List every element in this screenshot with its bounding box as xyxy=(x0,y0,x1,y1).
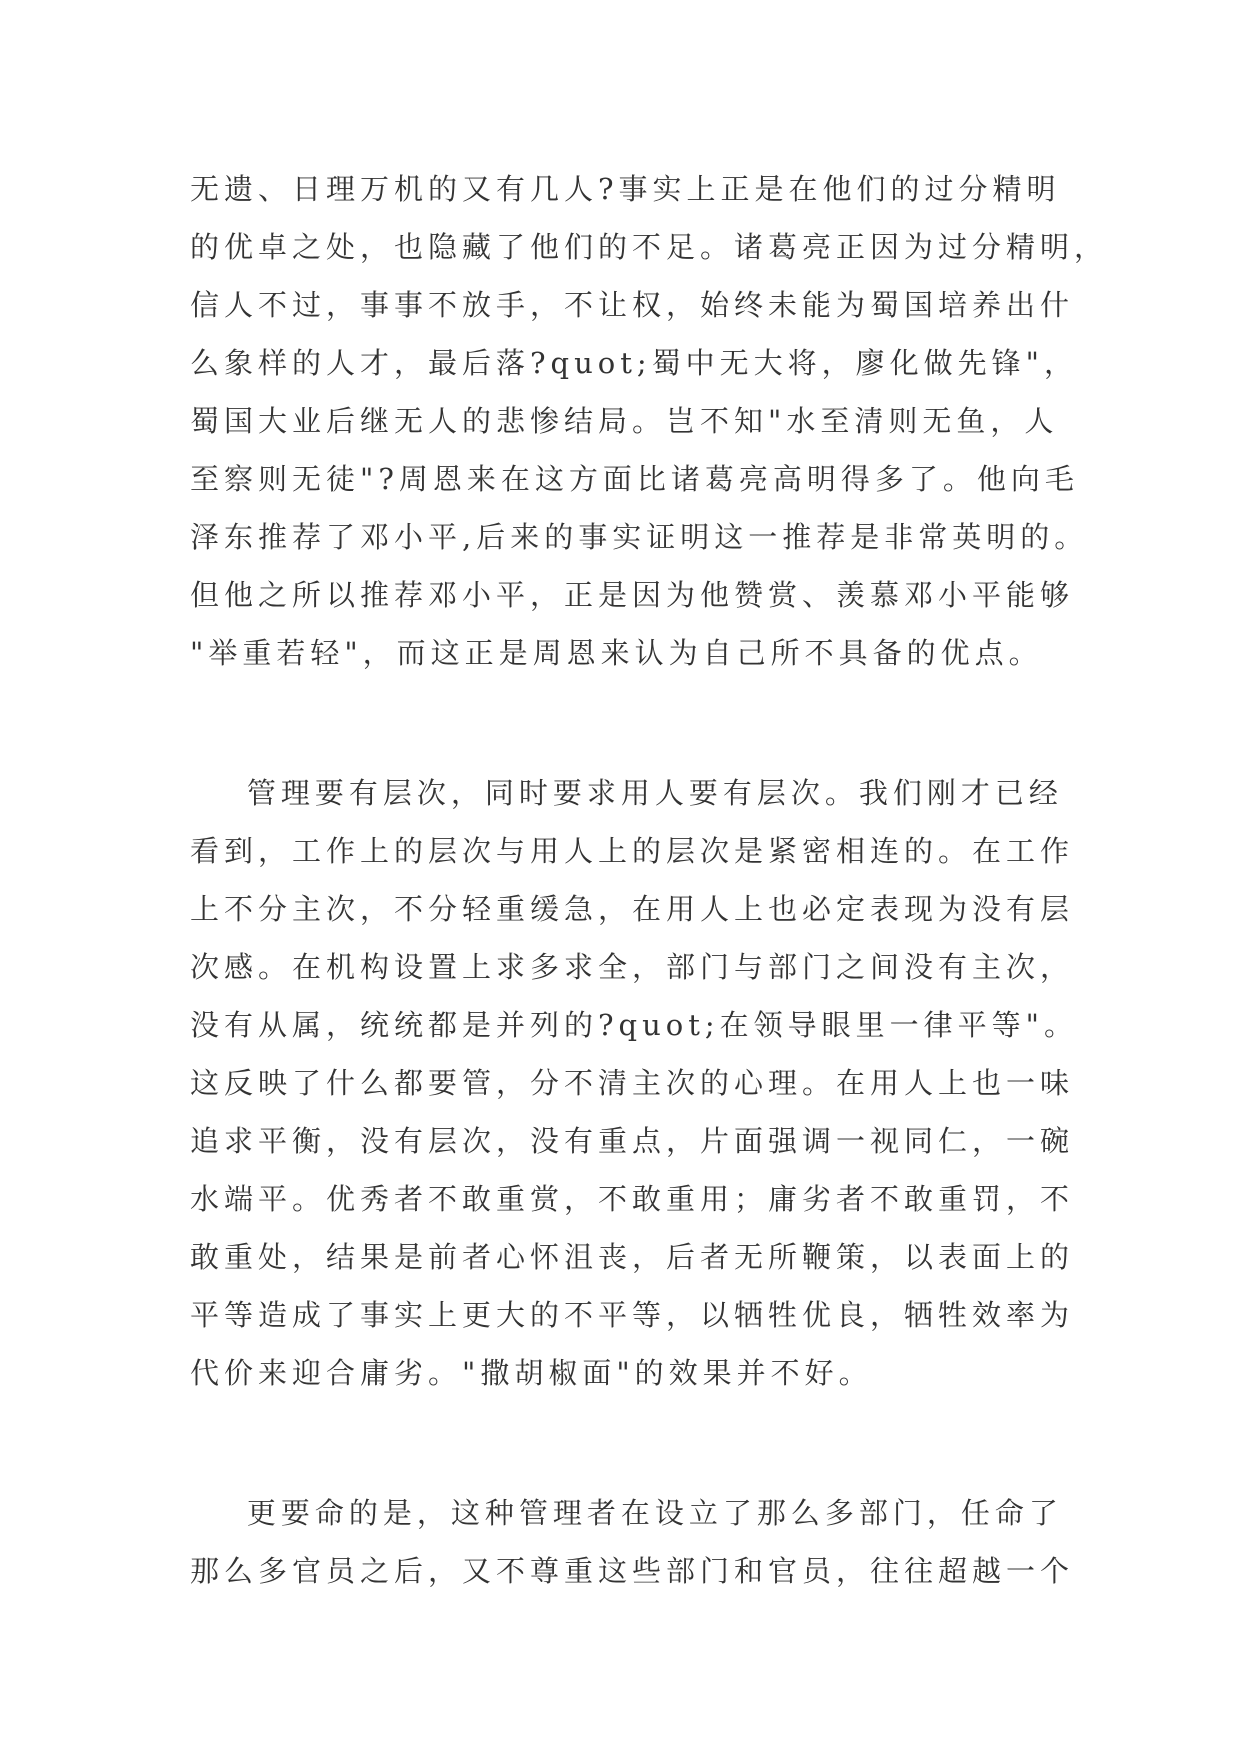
text-line: 追求平衡，没有层次，没有重点，片面强调一视同仁，一碗 xyxy=(190,1124,1075,1158)
text-line: 么象样的人才，最后落?quot;蜀中无大将，廖化做先锋"， xyxy=(190,346,1079,380)
text-line: 管理要有层次，同时要求用人要有层次。我们刚才已经 xyxy=(190,776,1063,810)
text-line: 信人不过，事事不放手，不让权，始终未能为蜀国培养出什 xyxy=(190,288,1075,322)
text-line: 更要命的是，这种管理者在设立了那么多部门，任命了 xyxy=(190,1496,1063,1530)
paragraph-3 xyxy=(190,1484,1075,1600)
text-line: 平等造成了事实上更大的不平等，以牺牲优良，牺牲效率为 xyxy=(190,1298,1075,1332)
text-line: 没有从属，统统都是并列的?quot;在领导眼里一律平等"。 xyxy=(190,1008,1079,1042)
text-line: 这反映了什么都要管，分不清主次的心理。在用人上也一味 xyxy=(190,1066,1075,1100)
paragraph-2 xyxy=(190,764,1079,1402)
text-line: "举重若轻"，而这正是周恩来认为自己所不具备的优点。 xyxy=(190,636,1043,670)
text-line: 的优卓之处，也隐藏了他们的不足。诸葛亮正因为过分精明， xyxy=(190,230,1109,264)
text-line: 代价来迎合庸劣。"撒胡椒面"的效果并不好。 xyxy=(190,1356,873,1390)
text-line: 但他之所以推荐邓小平，正是因为他赞赏、羡慕邓小平能够 xyxy=(190,578,1075,612)
text-line: 次感。在机构设置上求多求全，部门与部门之间没有主次， xyxy=(190,950,1075,984)
document-body xyxy=(190,160,1109,1600)
text-line: 泽东推荐了邓小平,后来的事实证明这一推荐是非常英明的。 xyxy=(190,520,1089,554)
text-line: 看到，工作上的层次与用人上的层次是紧密相连的。在工作 xyxy=(190,834,1075,868)
text-line: 蜀国大业后继无人的悲惨结局。岂不知"水至清则无鱼，人 xyxy=(190,404,1059,438)
text-line: 水端平。优秀者不敢重赏，不敢重用；庸劣者不敢重罚，不 xyxy=(190,1182,1075,1216)
text-line: 那么多官员之后，又不尊重这些部门和官员，往往超越一个 xyxy=(190,1554,1075,1588)
text-line: 至察则无徒"?周恩来在这方面比诸葛亮高明得多了。他向毛 xyxy=(190,462,1079,496)
paragraph-gap xyxy=(190,1402,1070,1484)
paragraph-gap xyxy=(190,682,1070,764)
text-line: 无遗、日理万机的又有几人?事实上正是在他们的过分精明 xyxy=(190,172,1061,206)
text-line: 敢重处，结果是前者心怀沮丧，后者无所鞭策，以表面上的 xyxy=(190,1240,1075,1274)
paragraph-1 xyxy=(190,160,1109,682)
text-line: 上不分主次，不分轻重缓急，在用人上也必定表现为没有层 xyxy=(190,892,1075,926)
